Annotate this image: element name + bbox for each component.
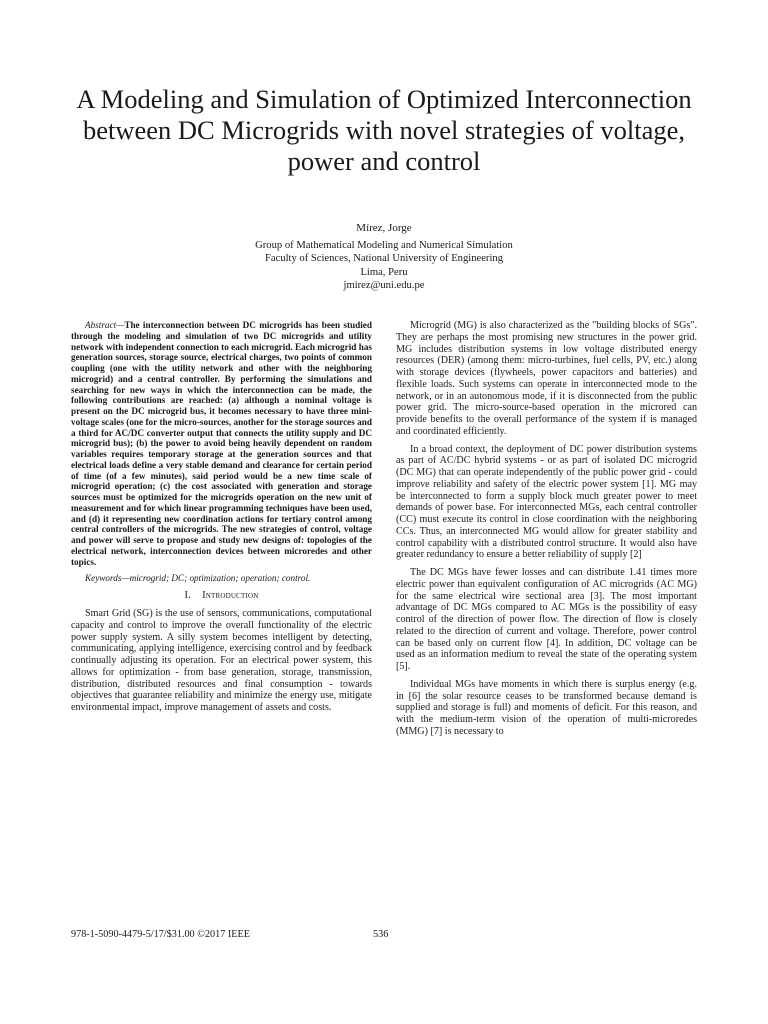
- author-location: Lima, Peru: [360, 266, 408, 278]
- keywords: Keywords—microgrid; DC; optimization; operation; control.: [85, 573, 311, 584]
- author-name: Mírez, Jorge: [356, 222, 412, 234]
- right-column: [396, 320, 697, 744]
- abstract-label: Abstract—: [85, 320, 125, 330]
- author-faculty: Faculty of Sciences, National University of Engineering: [264, 253, 503, 265]
- abstract: [71, 320, 372, 567]
- paper-title: A Modeling and Simulation of Optimized Interconnection between DC Microgrids with novel strategies of voltage, power and control: [76, 84, 692, 176]
- left-column: [71, 320, 372, 720]
- author-email[interactable]: jmirez@uni.edu.pe: [343, 280, 425, 292]
- paragraph: Individual MGs have moments in which there is surplus energy (e.g. in [6] the solar resource ceases to be transformed because demand is supplied and storage is full) and moments of deficit. For this reason, and with the medium-term vision of the operation of multi-microredes (MMG) [7] is necessary to: [396, 678, 697, 737]
- paragraph: The DC MGs have fewer losses and can distribute 1.41 times more electric power than equivalent configuration of AC microgrids (AC MG) for the same electrical wire sectional area [3]. The most important advantage of DC MGs compared to AC MGs is the possibility of easy control of the direction of power flow. The direction of flow is closely related to the direction of current and voltage. Therefore, power control can be based only on current flow [4]. In addition, DC voltage can be used as an information medium to reveal the state of the operating system [5].: [396, 567, 697, 672]
- footer-isbn: 978-1-5090-4479-5/17/$31.00 ©2017 IEEE: [71, 929, 250, 940]
- paragraph: Microgrid (MG) is also characterized as the "building blocks of SGs". They are perhaps the most promising new structures in the power grid. MG includes distribution systems in low voltage distributed energy resources (DER) (among them: micro-turbines, fuel cells, PV, etc.) along with storage devices (flywheels, power capacitors and batteries) and flexible loads. Such systems can operate in interconnected mode to the network, or in an autonomous mode, if it is disconnected from the public power grid. The micro-source-based operation in the microred can provide benefits to the overall performance of the system if is managed and coordinated efficiently.: [396, 320, 697, 437]
- paragraph: Smart Grid (SG) is the use of sensors, communications, computational capacity and control to improve the overall functionality of the electric power supply system. A silly system becomes intelligent by detecting, communicating, applying intelligence, exercising control and by feedback continually adjusting its operation. For an electrical power system, this allows for optimization - from base generation, storage, transmission, distribution, distributed resources and final consumption - towards objectives that guarantee reliability and minimize the energy use, mitigate environmental impact, improve management of assets and costs.: [71, 608, 372, 713]
- section-number: I.: [184, 590, 191, 602]
- abstract-text: The interconnection between DC microgrids has been studied through the modeling and simulation of two DC microgrids and utility network with independent connection to each microgrid. Each microgrid has generation sources, storage source, electrical charges, two points of common coupling (one with the utility network and other with the neighboring microgrid) and a central controller. By performing the simulations and searching for new ways in which the interconnection can be made, the following contributions are reached: (a) although a nominal voltage is present on the DC microgrid bus, it becomes necessary to have three mini-voltage scales (one for the micro-sources, another for the storage sources and a third for AC/DC converter output that connects the utility supply and DC microgrid bus); (b) the power to avoid being heavily dependent on random variables requires temporary storage at the generation sources and that electrical loads define a very stable demand and clearance for certain period of time (of a few minutes), said period would be a new time scale of microgrid operation; (c) the cost associated with generation and storage sources must be optimized for the microgrids operation on the new unit of measurement and for which linear programming techniques have been used, and (d) it representing new coordination actions for tertiary control among central controllers of the microgrids. The new strategies of control, voltage and power will serve to propose and study new designs of: topologies of the electrical network, interconnection devices between microredes and other topics.: [71, 320, 372, 567]
- section-title: Introduction: [202, 590, 259, 602]
- paragraph: In a broad context, the deployment of DC power distribution systems as part of AC/DC hybrid systems - or as part of isolated DC microgrid (DC MG) that can operate independently of the public power grid - could improve reliability and safety of the electric power system [1]. MG may be interconnected to form a supply block much greater power to meet demands of power base. For interconnected MGs, each central controller (CC) must execute its control in close coordination with the neighboring CCs. Thus, an interconnected MG would allow for greater stability and control capability with a distributed control structure. It would also have greater redundancy to ensure a better reliability of supply [2]: [396, 443, 697, 561]
- page-number: 536: [373, 929, 389, 940]
- author-group: Group of Mathematical Modeling and Numerical Simulation: [255, 239, 513, 251]
- author-block: [70, 222, 698, 293]
- section-heading-introduction: [71, 590, 372, 602]
